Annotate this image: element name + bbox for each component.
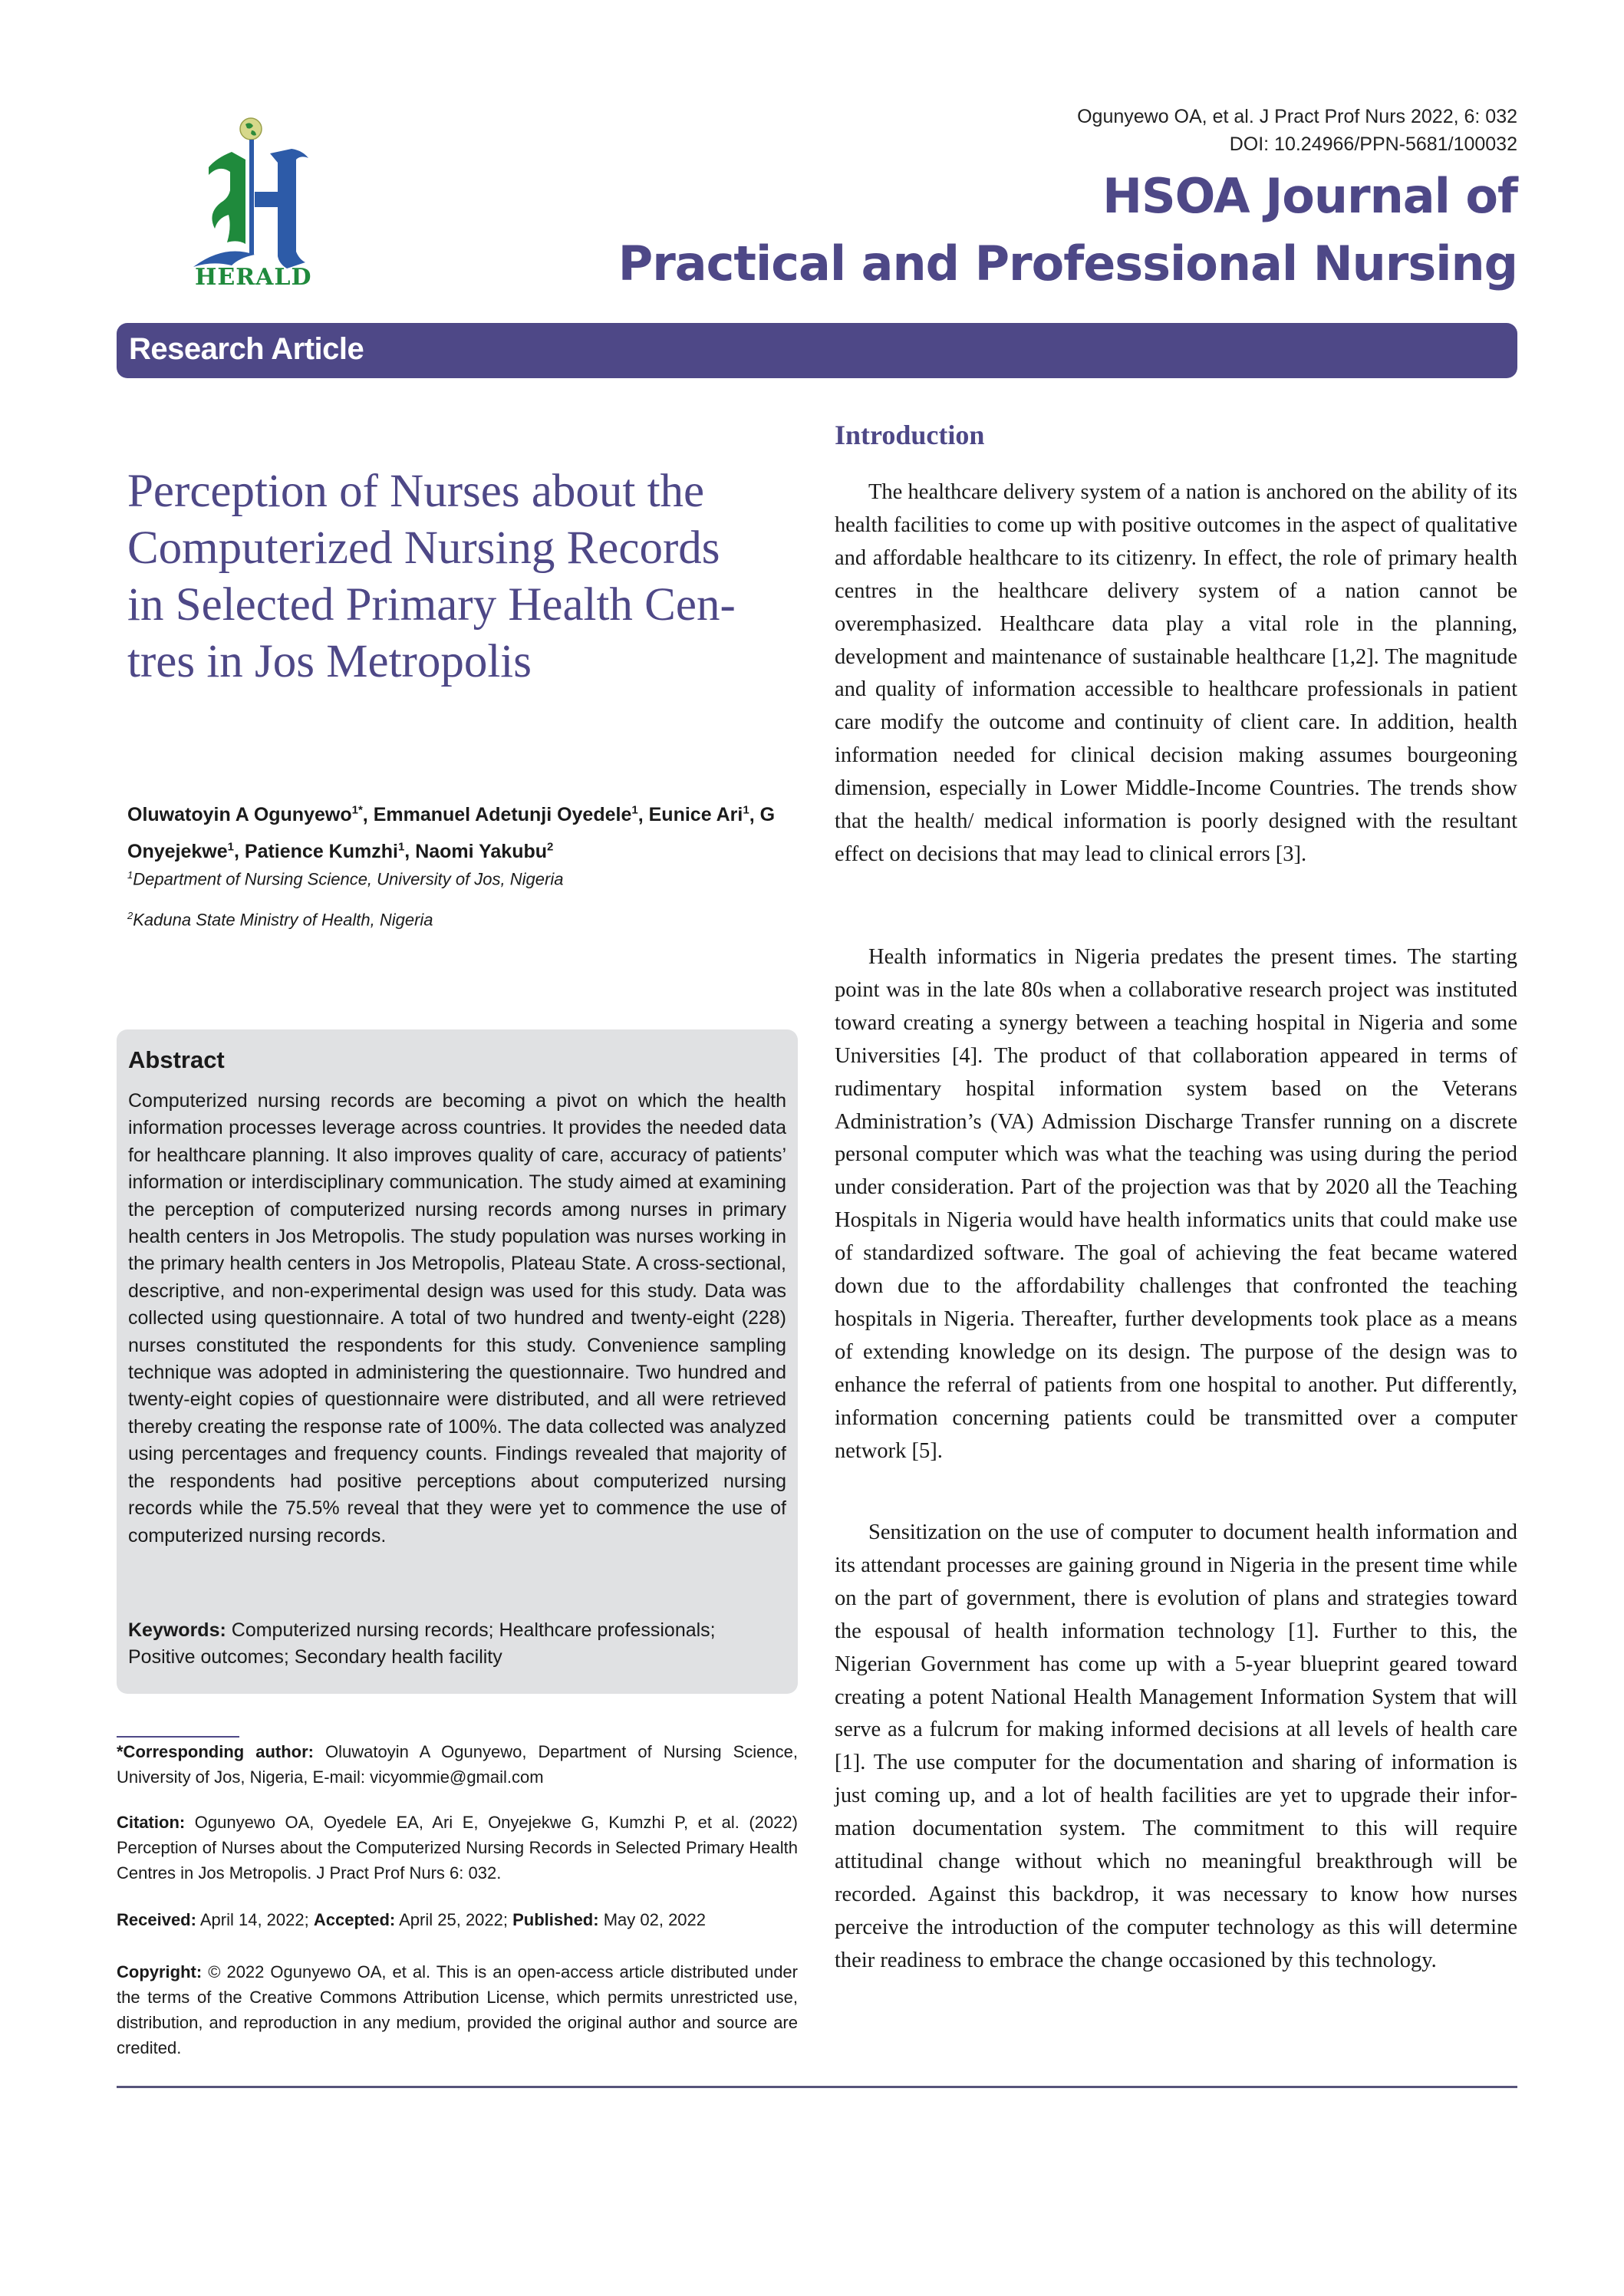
affiliation: $^2$Kaduna State Ministry of Health, Nigeria <box>127 910 433 930</box>
header-meta <box>1077 103 1517 158</box>
intro-paragraph: Health informatics in Nigeria predates the present times. The starting point was in the late 80s when a collaborative research project was instituted toward creating a synergy between a teaching hospital in Nigeria and some Universities [4]. The product of that collaboration appeared in terms of rudimentary hospital information system based on the Veterans Administration’s (VA) Admission Discharge Transfer running on a discrete personal computer which was what the teaching was using during the period under consideration. Part of the projection was that by 2020 all the Teaching Hospitals in Nigeria would have health informatics units that could make use of standardized software. The goal of achieving the feat became watered down due to the affordability challenges that confronted the teaching hospitals in Nigeria. Thereafter, further developments took place as a means of extending knowledge on its design. The purpose of the design was to enhance the referral of patients from one hospital to another. Put differently, information concerning patients could be transmitted over a computer network [5]. <box>835 945 1517 1463</box>
affiliation: $^1$Department of Nursing Science, University of Jos, Nigeria <box>127 869 564 889</box>
intro-paragraph: Sensitization on the use of computer to document health information and its attendant processes are gaining ground in Nigeria in the present time while on the part of government, there is evolution of plans and strategies toward the espousal of health information technology [1]. Further to this, the Nigerian Government has come up with a 5-year blueprint geared toward creating a potent National Health Management Information System that will serve as a fulcrum for making informed decisions at all levels of health care [1]. The use computer for the documentation and sharing of information is just coming up, and a lot of health facilities are yet to upgrade their information documentation system. The commitment to this will require attitudinal change without which no meaningful breakthrough will be recorded. Against this backdrop, it was necessary to know how nurses perceive the introduction of the computer technology as this will determine their readiness to embrace the change occasioned by this technology. <box>835 1520 1517 1972</box>
article-type-label: Research Article <box>129 332 364 366</box>
citation-line: Ogunyewo OA, et al. J Pract Prof Nurs 2022, 6: 032 <box>1077 106 1517 127</box>
abstract-body: Computerized nursing records are becoming a pivot on which the health information processes leverage across countries. It provides the needed data for healthcare planning. It also improves quality of care, accuracy of patients’ information or interdisciplinary communication. The study aimed at examining the perception of computerized nursing records among nurses in primary health centers in Jos Metropolis. The study population was nurses working in the primary health centers in Jos Metropolis, Plateau State. A cross-sectional, descriptive, and non-experimental design was used for this study. Data was collected using questionnaire. A total of two hundred and twenty-eight (228) nurses constituted the respondents for this study. Convenience sampling technique was adopted in administering the questionnaire. Two hundred and twenty-eight copies of questionnaire were distributed, and all were retrieved thereby creating the response rate of 100%. The data collected was analyzed using percentages and frequency counts. Findings revealed that majority of the respondents had positive perceptions about computerized nursing records while the 75.5% reveal that they were yet to commence the use of computerized nursing records. <box>128 1090 786 1547</box>
intro-paragraph: The healthcare delivery system of a nation is anchored on the ability of its health facilities to come up with positive outcomes in the aspect of qualitative and affordable healthcare to its citizenry. In effect, the role of primary health centres in the healthcare delivery system of a nation cannot be overemphasized. Healthcare data play a vital role in the planning, development and maintenance of sustainable healthcare [1,2]. The magnitude and quality of information accessible to healthcare professionals in patient care modify the outcome and continuity of client care. In addition, health information needed for clinical decision making assumes bourgeoning dimension, especially in Lower Middle-Income Countries. The trends show that the health/ medical information is poorly designed with the resultant effect on decisions that may lead to clinical errors [3]. <box>835 480 1517 866</box>
article-title <box>127 463 802 690</box>
keywords <box>128 1617 786 1672</box>
journal-title-line1: HSOA Journal of <box>1102 168 1517 224</box>
author: G Onyejekwe$^1$ <box>127 804 776 862</box>
herald-wordmark: HERALD <box>195 264 312 291</box>
copyright-note: Copyright: © 2022 Ogunyewo OA, et al. This is an open-access article distributed under the terms of the Creative Commons Attribution License, which permits unrestricted use, distribution, and reproduction in any medium, provided the original author and source are credited. <box>117 1962 798 2057</box>
footer-divider <box>117 2086 1517 2088</box>
herald-logo <box>178 114 331 298</box>
journal-title <box>618 163 1517 298</box>
title-line: Computerized Nursing Records <box>127 522 720 574</box>
author: Naomi Yakubu$^2$ <box>415 840 554 862</box>
doi-line[interactable]: DOI: 10.24966/PPN-5681/100032 <box>1229 133 1517 155</box>
journal-title-line2: Practical and Professional Nursing <box>618 236 1517 292</box>
corresponding-author: *Corresponding author: Oluwatoyin A Ogunyewo, Department of Nursing Science, University of Jos, Nigeria, E-mail: vicyommie@gmail.com <box>117 1739 798 1790</box>
introduction-heading: Introduction <box>835 420 985 450</box>
keywords-text: Computerized nursing records; Healthcare professionals; Positive outcomes; Secondary health facility <box>128 1619 716 1668</box>
publication-dates: Received: April 14, 2022; Accepted: April 25, 2022; Published: May 02, 2022 <box>117 1910 707 1929</box>
author: Oluwatoyin A Ogunyewo$^{1*}$ <box>127 804 363 826</box>
article-type-banner <box>117 323 1517 378</box>
keywords-label: Keywords: <box>128 1619 226 1641</box>
author: Eunice Ari$^1$ <box>648 804 749 826</box>
author: Emmanuel Adetunji Oyedele$^1$ <box>373 804 638 826</box>
title-line: tres in Jos Metropolis <box>127 636 532 687</box>
abstract-box <box>117 1029 798 1694</box>
author: Patience Kumzhi$^1$ <box>244 840 405 862</box>
author-list: Oluwatoyin A Ogunyewo$^{1*}$, Emmanuel Adetunji Oyedele$^1$, Eunice Ari$^1$, G Onyejekwe$^1$, Patience Kumzhi$^1$, Naomi Yakubu$^2$ <box>127 804 776 862</box>
abstract-heading: Abstract <box>128 1046 225 1073</box>
citation-note: Citation: Ogunyewo OA, Oyedele EA, Ari E, Onyejekwe G, Kumzhi P, et al. (2022) Perception of Nurses about the Computerized Nursing Records in Selected Primary Health Centres in Jos Metropolis. J Pract Prof Nurs 6: 032. <box>117 1813 798 1883</box>
title-line: in Selected Primary Health Cen- <box>127 579 736 631</box>
title-line: Perception of Nurses about the <box>127 466 705 517</box>
